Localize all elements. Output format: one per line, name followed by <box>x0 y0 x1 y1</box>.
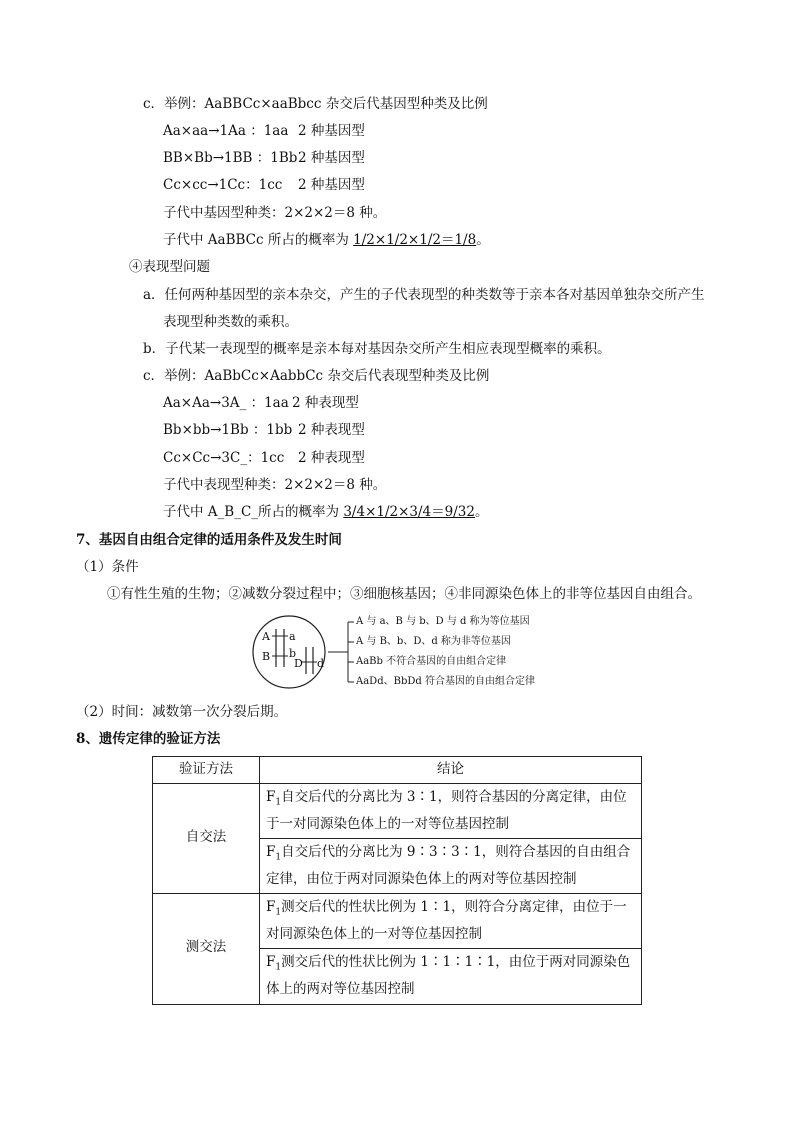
allele-label: B <box>262 650 271 663</box>
allele-label: D <box>294 657 303 670</box>
method-selfing: 自交法 <box>185 829 227 845</box>
verification-table <box>152 756 642 1006</box>
rule-a-line1: a．任何两种基因型的亲本杂交，产生的子代表现型的种类数等于亲本各对基因单独杂交所产生 <box>143 287 705 303</box>
diagram-note: A 与 a、B 与 b、D 与 d 称为等位基因 <box>356 616 530 627</box>
cross-line: Cc×Cc→3C_：1cc <box>163 450 285 466</box>
conclusion-line: $F_1$自交后代的分离比为 9∶3∶3∶1，则符合基因的自由组合 <box>266 844 631 863</box>
diagram-note: AaBb 不符合基因的自由组合定律 <box>356 656 507 667</box>
diagram-note: AaDd、BbDd 符合基因的自由组合定律 <box>356 676 535 687</box>
section-8-heading: 8、遗传定律的验证方法 <box>76 731 221 747</box>
cross-count: 2 种表现型 <box>298 422 365 438</box>
condition-text: ①有性生殖的生物；②减数分裂过程中；③细胞核基因；④非同源染色体上的非等位基因自由组合。 <box>107 586 701 602</box>
header-method: 验证方法 <box>179 761 233 777</box>
allele-label: b <box>289 647 297 660</box>
diagram-note: A 与 B、b、D、d 称为非等位基因 <box>356 636 511 647</box>
header-conclusion: 结论 <box>437 761 464 777</box>
cross-count: 2 种表现型 <box>292 395 359 411</box>
condition-label: （1）条件 <box>76 559 139 575</box>
conclusion-line: $F_1$测交后代的性状比例为 1∶1，则符合分离定律，由位于一 <box>266 899 627 918</box>
rule-a-line2: 表现型种类数的乘积。 <box>163 314 298 330</box>
rule-b: b．子代某一表现型的概率是亲本每对基因杂交所产生相应表现型概率的乘积。 <box>143 341 611 357</box>
table-cell <box>259 948 642 1005</box>
cross-line: Aa×Aa→3A_ ：1aa <box>163 395 289 411</box>
phenotype-heading: ④表现型问题 <box>129 259 210 275</box>
cross-count: 2 种基因型 <box>298 177 365 193</box>
table-row <box>152 783 260 894</box>
allele-label: A <box>262 630 270 643</box>
method-testcross: 测交法 <box>185 939 227 955</box>
chromosome-diagram <box>250 612 550 692</box>
cross-count: 2 种表现型 <box>298 450 365 466</box>
annotation-bracket <box>328 622 354 682</box>
table-cell <box>259 893 642 949</box>
conclusion-line: 于一对同源染色体上的一对等位基因控制 <box>266 816 509 832</box>
cross-count: 2 种基因型 <box>298 123 365 139</box>
table-header-cell <box>259 756 642 784</box>
cross-count: 2 种基因型 <box>298 150 365 166</box>
genotype-probability: 子代中 AaBBCc 所占的概率为 1/2×1/2×1/2＝1/8。 <box>163 232 490 248</box>
cross-line: Bb×bb→1Bb ：1bb <box>163 422 293 438</box>
conclusion-line: 定律，由位于两对同源染色体上的两对等位基因控制 <box>266 871 577 887</box>
cross-line: Aa×aa→1Aa ：1aa <box>163 123 289 139</box>
allele-label: d <box>317 657 325 670</box>
example-genotype-title: c．举例：AaBBCc×aaBbcc 杂交后代基因型种类及比例 <box>143 96 488 112</box>
table-cell <box>259 783 642 839</box>
section-7-heading: 7、基因自由组合定律的适用条件及发生时间 <box>76 532 342 548</box>
phenotype-probability: 子代中 A_B_C_所占的概率为 3/4×1/2×3/4＝9/32。 <box>163 504 489 520</box>
conclusion-line: $F_1$测交后代的性状比例为 1∶1∶1∶1，由位于两对同源染色 <box>266 954 631 973</box>
genotype-total: 子代中基因型种类：2×2×2＝8 种。 <box>163 205 387 221</box>
example-phenotype-title: c．举例：AaBbCc×AabbCc 杂交后代表现型种类及比例 <box>143 368 490 384</box>
cross-line: BB×Bb→1BB ：1Bb <box>163 150 298 166</box>
table-cell <box>259 838 642 894</box>
time-text: （2）时间：减数第一次分裂后期。 <box>76 704 288 720</box>
phenotype-total: 子代中表现型种类：2×2×2＝8 种。 <box>163 477 387 493</box>
conclusion-line: $F_1$自交后代的分离比为 3∶1，则符合基因的分离定律，由位 <box>266 789 627 808</box>
table-row <box>152 893 260 1005</box>
allele-label: a <box>289 630 296 643</box>
conclusion-line: 体上的两对等位基因控制 <box>266 981 415 997</box>
cross-line: Cc×cc→1Cc：1cc <box>163 177 283 193</box>
conclusion-line: 对同源染色体上的一对等位基因控制 <box>266 926 482 942</box>
table-header-cell <box>152 756 260 784</box>
